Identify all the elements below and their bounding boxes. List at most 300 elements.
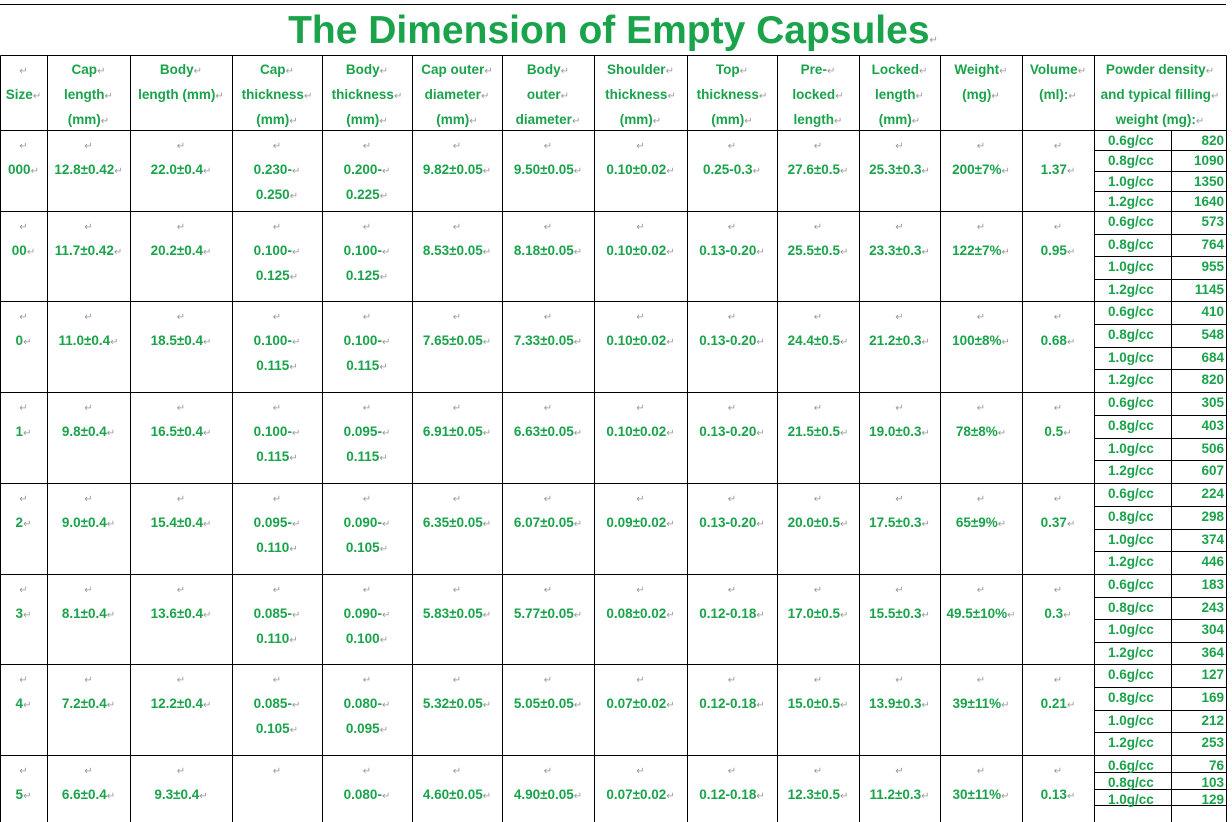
cell-shoulder-thickness bbox=[594, 303, 687, 392]
cell-line bbox=[956, 510, 1006, 535]
cell-text: weight (mg): bbox=[1115, 112, 1196, 127]
cell-cap-length bbox=[47, 132, 130, 211]
cell-text: 6.91±0.05 bbox=[422, 424, 483, 439]
cell-cap-thickness bbox=[232, 666, 322, 755]
cell-text: Powder density bbox=[1105, 62, 1206, 77]
cell-line bbox=[605, 82, 676, 107]
paragraph-mark: ↵ bbox=[1195, 116, 1205, 127]
cell-text: 20.0±0.5 bbox=[787, 515, 841, 530]
cell-size bbox=[0, 213, 47, 301]
cell-cap-outer-diameter bbox=[412, 576, 502, 664]
cell-cap-length bbox=[47, 394, 130, 483]
cell-text: outer bbox=[526, 87, 561, 102]
cell-body-length bbox=[130, 213, 232, 301]
cell-text: 0.095- bbox=[253, 515, 292, 530]
paragraph-mark: ↵ bbox=[272, 494, 282, 505]
cell-text: 21.2±0.3 bbox=[869, 333, 922, 348]
cell-top-thickness bbox=[687, 485, 777, 574]
cell-locked-length bbox=[859, 666, 940, 755]
cell-text: 0.105 bbox=[255, 721, 290, 736]
filling-weight-value: 169 bbox=[1201, 690, 1224, 705]
density-label: 1.0g/cc bbox=[1108, 713, 1154, 728]
paragraph-mark: ↵ bbox=[727, 675, 737, 686]
cell-text: 5.83±0.05 bbox=[422, 606, 483, 621]
cell-line bbox=[636, 666, 644, 691]
cell-line bbox=[346, 626, 388, 651]
cell-cap-length bbox=[47, 303, 130, 392]
cell-line bbox=[332, 82, 403, 107]
paragraph-mark: ↵ bbox=[636, 312, 645, 323]
cell-text: 0.090- bbox=[343, 515, 382, 530]
paragraph-mark: ↵ bbox=[23, 428, 32, 439]
cell-line bbox=[952, 328, 1010, 353]
paragraph-mark: ↵ bbox=[379, 66, 389, 77]
cell-line bbox=[344, 782, 391, 807]
cell-line bbox=[256, 444, 297, 469]
cell-line bbox=[423, 328, 491, 353]
paragraph-mark: ↵ bbox=[272, 222, 282, 233]
paragraph-mark: ↵ bbox=[1066, 337, 1076, 348]
paragraph-mark: ↵ bbox=[921, 700, 930, 711]
cell-line bbox=[788, 328, 849, 353]
density-label: 0.6g/cc bbox=[1108, 133, 1154, 148]
cell-locked-length bbox=[859, 132, 940, 211]
cell-line bbox=[273, 394, 281, 419]
header-weight bbox=[940, 57, 1022, 130]
paragraph-mark: ↵ bbox=[636, 403, 645, 414]
cell-line bbox=[453, 394, 461, 419]
cell-line bbox=[728, 213, 736, 238]
filling-weight-value: 1640 bbox=[1193, 194, 1224, 209]
cell-line bbox=[256, 263, 298, 288]
filling-weight-value: 364 bbox=[1201, 645, 1224, 660]
paragraph-mark: ↵ bbox=[573, 247, 583, 258]
cell-line bbox=[814, 394, 822, 419]
cell-line bbox=[728, 303, 736, 328]
cell-text: 0.095- bbox=[343, 424, 382, 439]
paragraph-mark: ↵ bbox=[84, 222, 93, 233]
cell-text: 0.21 bbox=[1040, 696, 1067, 711]
cell-volume bbox=[1022, 394, 1094, 483]
paragraph-mark: ↵ bbox=[813, 494, 823, 505]
paragraph-mark: ↵ bbox=[976, 766, 986, 777]
cell-text: Locked bbox=[871, 62, 919, 77]
paragraph-mark: ↵ bbox=[813, 675, 823, 686]
paragraph-mark: ↵ bbox=[1066, 791, 1076, 802]
cell-text: 0.125 bbox=[345, 268, 380, 283]
cell-text: 0.100 bbox=[345, 631, 380, 646]
cell-text: 4 bbox=[15, 696, 24, 711]
paragraph-mark: ↵ bbox=[285, 66, 294, 77]
cell-pre-locked-length bbox=[777, 757, 859, 822]
cell-line bbox=[346, 182, 388, 207]
cell-line bbox=[177, 303, 185, 328]
paragraph-mark: ↵ bbox=[1063, 428, 1072, 439]
paragraph-mark: ↵ bbox=[379, 116, 388, 127]
cell-pre-locked-length bbox=[777, 213, 859, 301]
cell-text: Shoulder bbox=[607, 62, 666, 77]
paragraph-mark: ↵ bbox=[362, 403, 372, 414]
paragraph-mark: ↵ bbox=[484, 66, 493, 77]
paragraph-mark: ↵ bbox=[652, 116, 662, 127]
header-cap-thickness bbox=[232, 57, 322, 130]
paragraph-mark: ↵ bbox=[32, 91, 42, 102]
cell-text: locked bbox=[792, 87, 836, 102]
cell-line bbox=[895, 485, 903, 510]
paragraph-mark: ↵ bbox=[739, 66, 749, 77]
paragraph-mark: ↵ bbox=[921, 247, 930, 258]
cell-text: (mm) bbox=[436, 112, 470, 127]
cell-pre-locked-length bbox=[777, 666, 859, 755]
cell-text: length bbox=[793, 112, 835, 127]
cell-line bbox=[544, 485, 552, 510]
cell-line bbox=[344, 510, 391, 535]
cell-line bbox=[544, 394, 552, 419]
cell-line bbox=[344, 328, 391, 353]
cell-text: 100±8% bbox=[952, 333, 1002, 348]
paragraph-mark: ↵ bbox=[23, 791, 32, 802]
density-label: 1.2g/cc bbox=[1108, 735, 1154, 750]
cell-text: Pre- bbox=[800, 62, 827, 77]
cell-line bbox=[544, 213, 552, 238]
paragraph-mark: ↵ bbox=[289, 544, 298, 555]
cell-text: 8.18±0.05 bbox=[513, 243, 574, 258]
cell-text: 12.2±0.4 bbox=[150, 696, 204, 711]
paragraph-mark: ↵ bbox=[976, 585, 986, 596]
cell-line bbox=[788, 691, 849, 716]
cell-line bbox=[514, 510, 582, 535]
cell-body-outer-diameter bbox=[502, 485, 594, 574]
cell-body-outer-diameter bbox=[502, 132, 594, 211]
cell-text: 8.1±0.4 bbox=[61, 606, 107, 621]
cell-text: 6.6±0.4 bbox=[61, 787, 107, 802]
cell-line bbox=[636, 576, 644, 601]
cell-line bbox=[977, 485, 985, 510]
cell-text: 1 bbox=[15, 424, 24, 439]
cell-text: 0.37 bbox=[1040, 515, 1067, 530]
cell-text: thickness bbox=[331, 87, 394, 102]
cell-text: 15.5±0.3 bbox=[869, 606, 922, 621]
cell-body-outer-diameter bbox=[502, 394, 594, 483]
cell-line bbox=[16, 510, 32, 535]
cell-line bbox=[1106, 57, 1214, 82]
cell-line bbox=[453, 132, 461, 157]
cell-line bbox=[606, 238, 674, 263]
paragraph-mark: ↵ bbox=[482, 610, 492, 621]
cell-line bbox=[177, 666, 185, 691]
cell-line bbox=[177, 485, 185, 510]
density-label: 0.8g/cc bbox=[1108, 327, 1154, 342]
paragraph-mark: ↵ bbox=[272, 403, 282, 414]
cell-text: 30±11% bbox=[952, 787, 1002, 802]
cell-line bbox=[273, 132, 281, 157]
filling-weight-value: 506 bbox=[1201, 441, 1224, 456]
cell-line bbox=[58, 328, 118, 353]
cell-shoulder-thickness bbox=[594, 666, 687, 755]
density-label: 1.0g/cc bbox=[1108, 259, 1154, 274]
cell-line bbox=[8, 157, 39, 182]
paragraph-mark: ↵ bbox=[452, 766, 462, 777]
cell-text: 22.0±0.4 bbox=[150, 162, 204, 177]
paragraph-mark: ↵ bbox=[1053, 494, 1063, 505]
cell-line bbox=[869, 238, 930, 263]
cell-body-length bbox=[130, 757, 232, 822]
paragraph-mark: ↵ bbox=[744, 116, 753, 127]
density-label: 0.8g/cc bbox=[1108, 237, 1154, 252]
cell-line bbox=[952, 238, 1010, 263]
cell-line bbox=[527, 57, 569, 82]
cell-line bbox=[453, 576, 461, 601]
paragraph-mark: ↵ bbox=[840, 337, 849, 348]
cell-line bbox=[84, 576, 92, 601]
cell-line bbox=[177, 394, 185, 419]
paragraph-mark: ↵ bbox=[573, 700, 583, 711]
cell-line bbox=[16, 419, 32, 444]
paragraph-mark: ↵ bbox=[840, 519, 849, 530]
paragraph-mark: ↵ bbox=[100, 116, 110, 127]
cell-line bbox=[544, 666, 552, 691]
paragraph-mark: ↵ bbox=[976, 675, 986, 686]
cell-text: 9.50±0.05 bbox=[513, 162, 574, 177]
paragraph-mark: ↵ bbox=[23, 519, 32, 530]
cell-top-thickness bbox=[687, 213, 777, 301]
paragraph-mark: ↵ bbox=[291, 428, 301, 439]
cell-line bbox=[344, 601, 391, 626]
cell-line bbox=[814, 666, 822, 691]
cell-line bbox=[527, 82, 569, 107]
paragraph-mark: ↵ bbox=[543, 585, 553, 596]
cell-line bbox=[19, 132, 27, 157]
paragraph-mark: ↵ bbox=[23, 610, 32, 621]
paragraph-mark: ↵ bbox=[895, 222, 904, 233]
cell-text: 5 bbox=[15, 787, 24, 802]
cell-line bbox=[363, 132, 371, 157]
paragraph-mark: ↵ bbox=[379, 544, 389, 555]
cell-line bbox=[872, 57, 928, 82]
paragraph-mark: ↵ bbox=[895, 403, 904, 414]
paragraph-mark: ↵ bbox=[999, 66, 1008, 77]
cell-line bbox=[607, 57, 674, 82]
paragraph-mark: ↵ bbox=[362, 494, 372, 505]
cell-body-thickness bbox=[322, 213, 412, 301]
cell-line bbox=[84, 485, 92, 510]
cell-text: 13.6±0.4 bbox=[150, 606, 204, 621]
cell-line bbox=[19, 757, 27, 782]
cell-text: (mm) bbox=[67, 112, 101, 127]
cell-body-length bbox=[130, 132, 232, 211]
paragraph-mark: ↵ bbox=[666, 247, 675, 258]
cell-line bbox=[703, 157, 761, 182]
cell-line bbox=[254, 328, 301, 353]
cell-line bbox=[636, 303, 644, 328]
paragraph-mark: ↵ bbox=[636, 675, 645, 686]
paragraph-mark: ↵ bbox=[303, 91, 313, 102]
paragraph-mark: ↵ bbox=[1210, 91, 1220, 102]
cell-line bbox=[869, 510, 930, 535]
paragraph-mark: ↵ bbox=[543, 141, 553, 152]
cell-line bbox=[453, 757, 461, 782]
cell-line bbox=[895, 213, 903, 238]
cell-text: 0.200- bbox=[343, 162, 382, 177]
cell-weight bbox=[940, 213, 1022, 301]
filling-weight-value: 607 bbox=[1201, 463, 1224, 478]
paragraph-mark: ↵ bbox=[666, 610, 675, 621]
paragraph-mark: ↵ bbox=[362, 585, 372, 596]
paragraph-mark: ↵ bbox=[23, 700, 32, 711]
paragraph-mark: ↵ bbox=[826, 66, 836, 77]
cell-line bbox=[346, 107, 387, 130]
cell-line bbox=[1054, 757, 1062, 782]
cell-line bbox=[256, 535, 297, 560]
filling-weight-value: 403 bbox=[1201, 418, 1224, 433]
paragraph-mark: ↵ bbox=[452, 222, 462, 233]
cell-cap-outer-diameter bbox=[412, 485, 502, 574]
filling-weight-value: 183 bbox=[1201, 577, 1224, 592]
paragraph-mark: ↵ bbox=[379, 191, 389, 202]
filling-weight-value: 298 bbox=[1201, 509, 1224, 524]
cell-line bbox=[699, 328, 764, 353]
density-label: 0.6g/cc bbox=[1108, 486, 1154, 501]
cell-line bbox=[636, 485, 644, 510]
paragraph-mark: ↵ bbox=[289, 116, 298, 127]
cell-line bbox=[64, 82, 113, 107]
paragraph-mark: ↵ bbox=[19, 494, 28, 505]
cell-line bbox=[514, 238, 582, 263]
paragraph-mark: ↵ bbox=[289, 725, 299, 736]
cell-text: 12.3±0.5 bbox=[787, 787, 841, 802]
cell-line bbox=[699, 238, 764, 263]
cell-line bbox=[62, 419, 115, 444]
cell-line bbox=[84, 303, 92, 328]
paragraph-mark: ↵ bbox=[543, 312, 553, 323]
cell-cap-outer-diameter bbox=[412, 394, 502, 483]
paragraph-mark: ↵ bbox=[84, 312, 93, 323]
cell-locked-length bbox=[859, 394, 940, 483]
paragraph-mark: ↵ bbox=[176, 403, 186, 414]
paragraph-mark: ↵ bbox=[895, 585, 904, 596]
cell-line bbox=[711, 107, 752, 130]
cell-text: 27.6±0.5 bbox=[787, 162, 841, 177]
cell-body-outer-diameter bbox=[502, 213, 594, 301]
cell-body-thickness bbox=[322, 576, 412, 664]
paragraph-mark: ↵ bbox=[362, 222, 372, 233]
paragraph-mark: ↵ bbox=[379, 272, 389, 283]
title-text: The Dimension of Empty Capsules bbox=[288, 9, 930, 52]
cell-line bbox=[363, 303, 371, 328]
cell-cap-outer-diameter bbox=[412, 132, 502, 211]
paragraph-mark: ↵ bbox=[1066, 166, 1076, 177]
cell-line bbox=[1116, 107, 1205, 130]
cell-cap-outer-diameter bbox=[412, 213, 502, 301]
paragraph-mark: ↵ bbox=[991, 91, 1000, 102]
paragraph-mark: ↵ bbox=[480, 91, 490, 102]
cell-line bbox=[788, 157, 849, 182]
cell-line bbox=[273, 213, 281, 238]
cell-line bbox=[256, 182, 298, 207]
cell-line bbox=[16, 601, 32, 626]
paragraph-mark: ↵ bbox=[560, 91, 570, 102]
cell-line bbox=[273, 757, 281, 782]
paragraph-mark: ↵ bbox=[176, 222, 186, 233]
paragraph-mark: ↵ bbox=[895, 766, 904, 777]
cell-line bbox=[869, 782, 929, 807]
paragraph-mark: ↵ bbox=[895, 675, 904, 686]
paragraph-mark: ↵ bbox=[97, 66, 106, 77]
filling-weight-value: 955 bbox=[1201, 259, 1224, 274]
cell-text: 9.8±0.4 bbox=[61, 424, 107, 439]
cell-line bbox=[254, 510, 301, 535]
cell-body-thickness bbox=[322, 394, 412, 483]
cell-text: 0.95 bbox=[1040, 243, 1067, 258]
cell-line bbox=[1044, 601, 1071, 626]
paragraph-mark: ↵ bbox=[573, 610, 583, 621]
paragraph-mark: ↵ bbox=[482, 700, 492, 711]
cell-body-length bbox=[130, 666, 232, 755]
cell-text: (mm) bbox=[256, 112, 290, 127]
paragraph-mark: ↵ bbox=[918, 66, 928, 77]
cell-text: 9.3±0.4 bbox=[154, 787, 200, 802]
paragraph-mark: ↵ bbox=[976, 141, 986, 152]
cell-size bbox=[0, 576, 47, 664]
paragraph-mark: ↵ bbox=[19, 403, 28, 414]
paragraph-mark: ↵ bbox=[1077, 66, 1087, 77]
document-title bbox=[0, 4, 1226, 54]
header-size bbox=[0, 57, 47, 130]
cell-line bbox=[436, 107, 477, 130]
paragraph-mark: ↵ bbox=[84, 585, 93, 596]
cell-text: 7.33±0.05 bbox=[513, 333, 574, 348]
cell-text: 3 bbox=[15, 606, 24, 621]
cell-locked-length bbox=[859, 303, 940, 392]
paragraph-mark: ↵ bbox=[482, 519, 492, 530]
cell-line bbox=[363, 666, 371, 691]
filling-weight-value: 820 bbox=[1201, 372, 1224, 387]
paragraph-mark: ↵ bbox=[1066, 700, 1076, 711]
cell-text: 0.13-0.20 bbox=[699, 333, 757, 348]
cell-line bbox=[177, 132, 185, 157]
paragraph-mark: ↵ bbox=[752, 166, 761, 177]
density-label: 1.0g/cc bbox=[1108, 532, 1154, 547]
cell-volume bbox=[1022, 757, 1094, 822]
cell-locked-length bbox=[859, 576, 940, 664]
paragraph-mark: ↵ bbox=[1007, 610, 1016, 621]
paragraph-mark: ↵ bbox=[921, 337, 930, 348]
cell-top-thickness bbox=[687, 757, 777, 822]
cell-line bbox=[875, 82, 924, 107]
paragraph-mark: ↵ bbox=[666, 791, 675, 802]
cell-weight bbox=[940, 576, 1022, 664]
cell-text: 0.13-0.20 bbox=[699, 243, 757, 258]
cell-line bbox=[256, 626, 297, 651]
cell-line bbox=[977, 303, 985, 328]
density-label: 0.6g/cc bbox=[1108, 214, 1154, 229]
cell-line bbox=[728, 666, 736, 691]
cell-line bbox=[1041, 691, 1076, 716]
cell-line bbox=[16, 691, 32, 716]
density-label: 0.6g/cc bbox=[1108, 395, 1154, 410]
paragraph-mark: ↵ bbox=[666, 166, 675, 177]
cell-line bbox=[1054, 132, 1062, 157]
cell-line bbox=[346, 535, 388, 560]
density-label: 0.8g/cc bbox=[1108, 509, 1154, 524]
cell-line bbox=[954, 57, 1007, 82]
density-label: 0.6g/cc bbox=[1108, 304, 1154, 319]
paragraph-mark: ↵ bbox=[452, 141, 462, 152]
paragraph-mark: ↵ bbox=[573, 519, 583, 530]
paragraph-mark: ↵ bbox=[1001, 337, 1010, 348]
cell-line bbox=[423, 419, 491, 444]
cell-text: 0.12-0.18 bbox=[699, 696, 757, 711]
